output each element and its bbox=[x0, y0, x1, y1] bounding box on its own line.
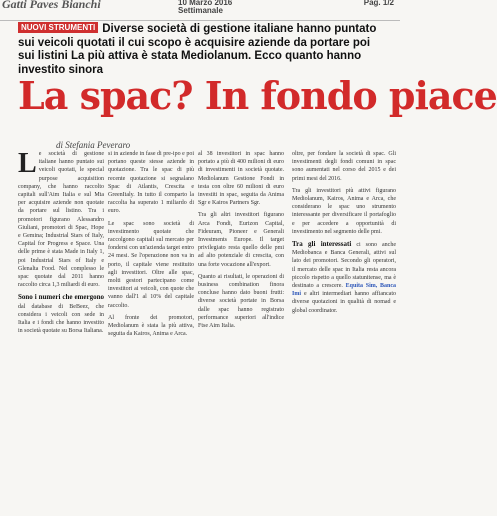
highlighted-text: Equita Sim, Banca Imi bbox=[292, 283, 396, 298]
column-paragraph: Tra gli investitori più attivi figurano Mediolanum, Kairos, Anima e Arca, che considerano le spac uno strumento interessante per diversificare il portafoglio e per accedere a opportunità di investimento nel segmento delle pmi. bbox=[292, 187, 396, 235]
publication-date: 10 Marzo 2016 bbox=[178, 0, 233, 7]
column-paragraph: si in aziende in fase di pre-ipo e poi portano queste stesse aziende in quotazione. Tra le spac di più recente quotazione si segnalano Spac di Atlantis, Crescita e GreenItaly. In tutto il comparto la raccolta ha superato 1 miliardo di euro. bbox=[108, 151, 194, 215]
page-number: Pag. 1/2 bbox=[363, 0, 394, 7]
drop-cap: L bbox=[18, 148, 37, 179]
column-paragraph: oltre, per fondare la società di spac. Gli investimenti degli fondi comuni in spac sono aumentati nel corso del 2015 e dei primi mesi del 2016. bbox=[292, 151, 396, 182]
column-paragraph: dal database di BeBeez, che considera i veicoli con sede in Italia e i fondi che hanno investito in società quotate su Borsa Italiana. bbox=[18, 303, 104, 335]
article-column-2 bbox=[108, 150, 194, 516]
section-badge: NUOVI STRUMENTI bbox=[18, 22, 98, 33]
publication-name: Gatti Paves Bianchi bbox=[2, 0, 101, 11]
column-paragraph: e altri intermediari hanno affiancato diverse quotazioni in qualità di nomad e global coordinator. bbox=[292, 291, 397, 314]
article-column-3 bbox=[198, 150, 284, 516]
column-paragraph: ci sono anche Mediobanca e Banca Generali, attivi sul lato dei promotori. Secondo gli operatori, il mercato delle spac in Italia resta ancora piccolo rispetto a quello statunitense, ma è destinato a crescere. bbox=[292, 242, 397, 290]
column-paragraph: Quanto ai risultati, le operazioni di business combination finora concluse hanno dato buoni frutti: diverse società portate in Borsa dalle spac hanno registrato performance superiori all'indice Ftse Aim Italia. bbox=[198, 273, 284, 330]
headline: La spac? In fondo piace bbox=[18, 73, 497, 118]
byline: di Stefania Peveraro bbox=[56, 140, 131, 150]
column-paragraph: e società di gestione italiane hanno puntato sui veicoli quotati, le special purpose acquisition company, che hanno raccolto capitali sull'Aim Italia e sul Mta per acquisire aziende non quotate da portare sul listino. Tra i promotori figurano Alessandro Giuliani, promotori di Spac, Hope e Gemina; Industrial Stars of Italy, Capital for Progress e Space. Una delle prime è stata Made in Italy 1, poi Industrial Stars of Italy e Glenalta Food. Nel complesso le spac quotate dal 2011 hanno raccolto circa 1,3 miliardi di euro. bbox=[18, 151, 104, 289]
kicker bbox=[18, 22, 380, 77]
column-subhead: Tra gli interessati bbox=[292, 240, 352, 249]
column-paragraph: Al fronte dei promotori, Mediolanum è stata la più attiva, seguita da Kairos, Anima e Arca. bbox=[108, 314, 194, 338]
masthead bbox=[0, 0, 400, 20]
column-subhead: Sono i numeri che emergono bbox=[18, 293, 104, 302]
column-paragraph: Tra gli altri investitori figurano Arca Fondi, Eurizon Capital, Fideuram, Pioneer e Generali Investments Europe. Il target privilegiato resta quello delle pmi ad alto potenziale di crescita, con una forte vocazione all'export. bbox=[198, 212, 284, 268]
header-divider bbox=[0, 20, 400, 21]
publication-section: Settimanale bbox=[178, 6, 223, 15]
kicker-text: Diverse società di gestione italiane hanno puntato sui veicoli quotati il cui scopo è acquisire aziende da portare poi sui listini La più attiva è stata Mediolanum. Ecco quanto hanno investito sinora bbox=[18, 23, 377, 76]
article-column-4 bbox=[292, 150, 396, 516]
article-column-1 bbox=[18, 150, 104, 516]
column-paragraph: Le spac sono società di investimento quotate che raccolgono capitali sul mercato per fondersi con un'azienda target entro 24 mesi. Se l'operazione non va in porto, il capitale viene restituito agli investitori. Oltre alle spac, molti gestori partecipano come investitori ai veicoli, con quote che vanno dall'1 al 10% del capitale raccolto. bbox=[108, 220, 194, 309]
column-paragraph: al 38 investitori in spac hanno portato a più di 400 milioni di euro di investimenti in società quotate. Mediolanum Gestione Fondi in testa con oltre 60 milioni di euro investiti in spac, seguita da Anima Sgr e Kairos Partners Sgr. bbox=[198, 151, 284, 207]
